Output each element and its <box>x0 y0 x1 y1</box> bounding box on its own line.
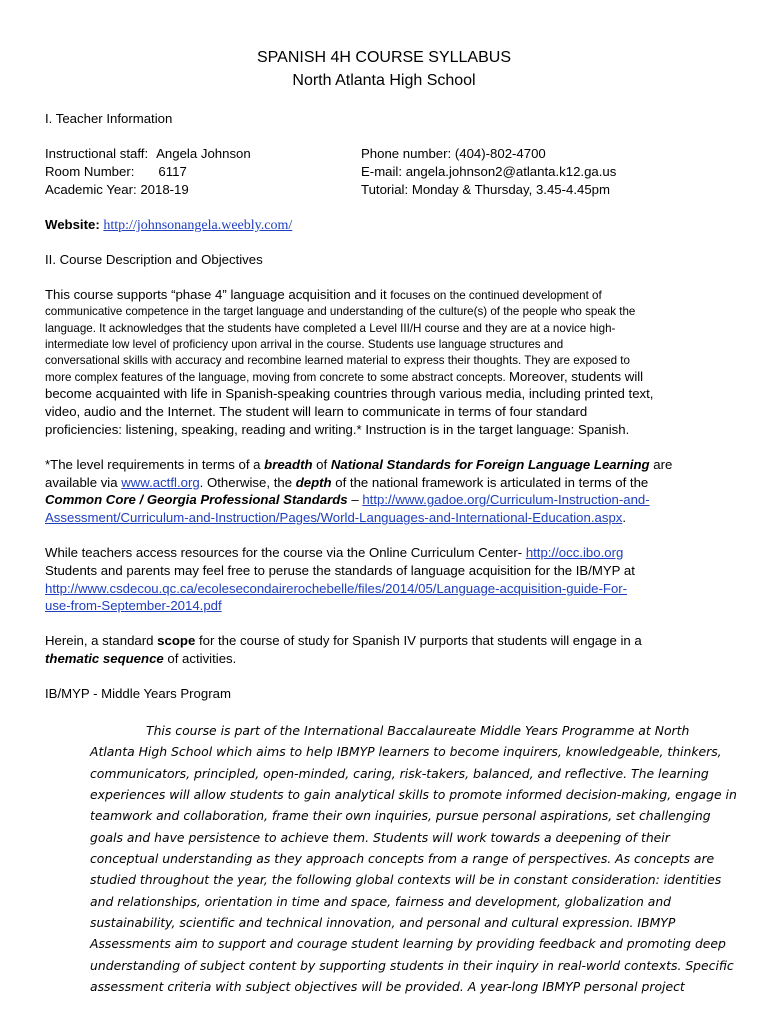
paragraph-line: intermediate low level of proficiency upon arrival in the course. Students use language structures and <box>45 338 564 351</box>
paragraph-line: While teachers access resources for the course via the Online Curriculum Center- http://occ.ibo.org <box>45 545 624 560</box>
year-value: 2018-19 <box>140 182 189 197</box>
ibmyp-line: communicators, principled, open-minded, caring, risk-takers, balanced, and reflective. The learning <box>90 766 709 781</box>
page-title: SPANISH 4H COURSE SYLLABUS <box>256 49 511 66</box>
course-description-heading: II. Course Description and Objectives <box>45 252 263 267</box>
phone-row <box>361 145 546 163</box>
staff-label: Instructional staff: <box>45 146 149 161</box>
tutorial-value: Monday & Thursday, 3.45-4.45pm <box>411 182 610 197</box>
paragraph-line: proficiencies: listening, speaking, reading and writing.* Instruction is in the target language: Spanish. <box>45 422 630 437</box>
website-row <box>45 216 292 235</box>
paragraph-line: available via www.actfl.org. Otherwise, the depth of the national framework is articulated in terms of the <box>45 475 649 490</box>
ibmyp-line: This course is part of the International Baccalaureate Middle Years Programme at North <box>146 723 690 738</box>
paragraph-line: Common Core / Georgia Professional Standards – http://www.gadoe.org/Curriculum-Instruction-and- <box>45 492 650 507</box>
paragraph-line: Assessment/Curriculum-and-Instruction/Pages/World-Languages-and-International-Education.aspx. <box>45 510 627 525</box>
staff-value: Angela Johnson <box>156 146 251 161</box>
paragraph-line: video, audio and the Internet. The student will learn to communicate in terms of four standard <box>45 404 588 419</box>
paragraph-line: This course supports “phase 4” language acquisition and it focuses on the continued development of <box>45 287 602 302</box>
room-value: 6117 <box>158 164 187 179</box>
paragraph-line: more complex features of the language, moving from concrete to some abstract concepts. Moreover, students will <box>45 369 644 384</box>
website-link[interactable]: http://johnsonangela.weebly.com/ <box>103 218 293 233</box>
email-label: E-mail: <box>361 164 403 179</box>
ibmyp-line: studied throughout the year, the following global contexts will be in constant consideration: identities <box>90 872 722 887</box>
paragraph-line: language. It acknowledges that the students have completed a Level III/H course and they are at a novice high- <box>45 322 616 335</box>
room-label: Room Number: <box>45 164 135 179</box>
staff-row <box>45 145 251 163</box>
ibmyp-line: conceptual understanding as they approach concepts from a range of perspectives. As concepts are <box>90 851 715 866</box>
year-row <box>45 181 189 199</box>
paragraph-line: *The level requirements in terms of a breadth of National Standards for Foreign Language Learning are <box>45 457 673 472</box>
paragraph-line <box>45 580 627 598</box>
gadoe-link-cont[interactable]: Assessment/Curriculum-and-Instruction/Pages/World-Languages-and-International-Education.aspx <box>45 510 623 525</box>
phone-label: Phone number: <box>361 146 452 161</box>
year-label: Academic Year: <box>45 182 137 197</box>
room-row <box>45 163 187 181</box>
website-label: Website: <box>45 217 100 232</box>
ibmyp-heading: IB/MYP - Middle Years Program <box>45 686 231 701</box>
paragraph-line: conversational skills with accuracy and recombine learned material to express their thoughts. They are exposed to <box>45 354 630 367</box>
ibmyp-line: experiences will allow students to gain analytical skills to promote informed decision-making, engage in <box>90 787 737 802</box>
ibmyp-line: sustainability, scientific and technical innovation, and personal and cultural expression. IBMYP <box>90 915 676 930</box>
ibmyp-line: goals and have persistence to achieve them. Students will work towards a deepening of their <box>90 830 670 845</box>
tutorial-row <box>361 181 610 199</box>
ibmyp-line: understanding of subject content by supporting students in their inquiry in real-world contexts. Specific <box>90 958 734 973</box>
email-row <box>361 163 616 181</box>
gadoe-link[interactable]: http://www.gadoe.org/Curriculum-Instruction-and- <box>362 492 650 507</box>
paragraph-line: become acquainted with life in Spanish-speaking countries through various media, including printed text, <box>45 386 654 401</box>
occ-link[interactable]: http://occ.ibo.org <box>525 545 624 560</box>
ibmyp-line: Atlanta High School which aims to help IBMYP learners to become inquirers, knowledgeable, thinkers, <box>90 744 722 759</box>
phone-value: (404)-802-4700 <box>454 146 546 161</box>
ibmyp-line: assessment criteria with subject objectives will be provided. A year-long IBMYP personal project <box>90 979 685 994</box>
paragraph-line: Students and parents may feel free to peruse the standards of language acquisition for the IB/MYP at <box>45 563 635 578</box>
paragraph-line: thematic sequence of activities. <box>45 651 237 666</box>
email-value[interactable]: angela.johnson2@atlanta.k12.ga.us <box>405 164 617 179</box>
paragraph-line: Herein, a standard scope for the course of study for Spanish IV purports that students will engage in a <box>45 633 642 648</box>
csdecou-link[interactable]: http://www.csdecou.qc.ca/ecolesecondairerochebelle/files/2014/05/Language-acquisition-guide-For- <box>45 581 628 596</box>
teacher-info-heading: I. Teacher Information <box>45 111 173 126</box>
ibmyp-line: and relationships, orientation in time and space, fairness and development, globalization and <box>90 894 672 909</box>
paragraph-line: communicative competence in the target language and understanding of the culture(s) of the people who speak the <box>45 305 636 318</box>
csdecou-link-cont[interactable]: use-from-September-2014.pdf <box>45 598 222 613</box>
actfl-link[interactable]: www.actfl.org <box>121 475 200 490</box>
ibmyp-line: Assessments aim to support and courage student learning by providing feedback and promoting deep <box>90 936 726 951</box>
ibmyp-line: teamwork and collaboration, frame their own inquiries, pursue personal aspirations, set challenging <box>90 808 711 823</box>
school-name: North Atlanta High School <box>292 72 476 89</box>
paragraph-line <box>45 597 222 615</box>
tutorial-label: Tutorial: <box>361 182 409 197</box>
